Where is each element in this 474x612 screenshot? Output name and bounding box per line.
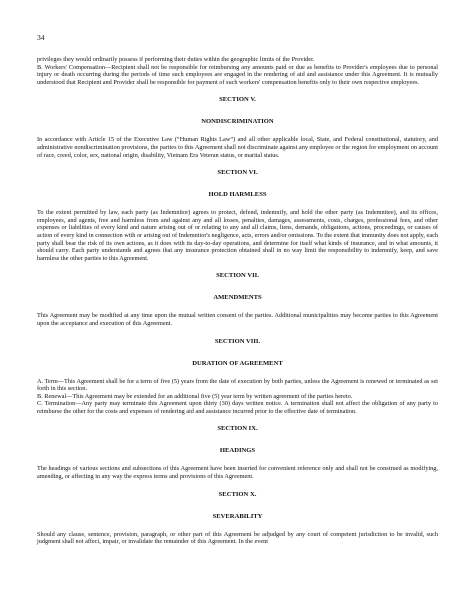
section-vi-number: SECTION VI. xyxy=(217,169,258,177)
section-vii-body: This Agreement may be modified at any time upon the mutual written consent of the parties. Additional municipalities may become parties to this Agreement upon the acceptance and execution of this Agreement. xyxy=(37,312,438,327)
section-ix-number: SECTION IX. xyxy=(217,425,258,433)
section-ix-body: The headings of various sections and subsections of this Agreement have been inserted for convenient reference only and shall not be construed as modifying, amending, or affecting in any way the express terms and provisions of this Agreement. xyxy=(37,465,438,481)
section-x-title: SEVERABILITY xyxy=(212,512,263,520)
section-x-number: SECTION X. xyxy=(218,490,257,498)
section-x-body: Should any clause, sentence, provision, paragraph, or other part of this Agreement be adjudged by any court of competent jurisdiction to be invalid, such judgment shall not affect, impair, or invalidate the remainder of this Agreement. In the event xyxy=(37,530,438,546)
page-number: 34 xyxy=(37,33,45,42)
section-ix-title: HEADINGS xyxy=(219,447,256,455)
section-v-body: In accordance with Article 15 of the Executive Law (“Human Rights Law”) and all other applicable local, State, and Federal constitutional, statutory, and administrative nondiscrimination provisions, the parties to this Agreement shall not discriminate against any employee or the region for employment on account of race, creed, color, sex, national origin, disability, Vietnam Era Veteran status, or marital status. xyxy=(37,136,438,159)
workers-compensation-paragraph: B. Workers' Compensation—Recipient shall not be responsible for reimbursing any amounts paid or due as benefits to Provider's employees due to personal injury or death occurring during the periods of time such employees are engaged in the rendering of aid and assistance under this Agreement. It is mutually understood that Recipient and Provider shall be responsible for payment of such workers' compensation benefits only to their own respective employees. xyxy=(37,63,438,86)
section-vii-title: AMENDMENTS xyxy=(213,294,262,302)
continued-paragraph: privileges they would ordinarily possess if performing their duties within the geographic limits of the Provider. xyxy=(37,56,315,63)
section-vii-number: SECTION VII. xyxy=(216,272,259,280)
section-v-title: NONDISCRIMINATION xyxy=(201,118,274,126)
section-v-number: SECTION V. xyxy=(219,96,256,104)
section-viii-number: SECTION VIII. xyxy=(214,337,261,345)
section-viii-item-term: A. Term—This Agreement shall be for a term of five (5) years from the date of execution by both parties, unless the Agreement is renewed or terminated as set forth in this section. xyxy=(37,377,438,393)
section-vi-title: HOLD HARMLESS xyxy=(208,191,267,199)
section-viii-title: DURATION OF AGREEMENT xyxy=(192,359,283,367)
section-viii-item-termination: C. Termination—Any party may terminate this Agreement upon thirty (30) days written notice. A termination shall not affect the obligation of any party to reimburse the other for the costs and expenses of rendering aid and assistance incurred prior to the effective date of termination. xyxy=(37,400,438,415)
section-vi-body: To the extent permitted by law, each party (as Indemnitor) agrees to protect, defend, indemnify, and hold the other party (as Indemnitee), and its offices, employees, and agents, free and harmless from and against any and all losses, penalties, damages, assessments, costs, charges, professional fees, and other expenses or liabilities of every kind and nature arising out of or relating to any and all claims, liens, demands, obligations, actions, proceedings, or causes of action of every kind in connection with or arising out of Indemnitor's negligence, acts, errors and/or omissions. To the extent that immunity does not apply, each party shall bear the risk of its own actions, as it does with its day-to-day operations, and determine for itself what kinds of insurance, and in what amounts, it should carry. Each party understands and agrees that any insurance protection obtained shall in no way limit the responsibility to indemnify, keep, and save harmless the other parties to this Agreement. xyxy=(37,209,438,262)
section-viii-item-renewal: B. Renewal—This Agreement may be extended for an additional five (5) year term by written agreement of the parties hereto. xyxy=(37,392,353,400)
